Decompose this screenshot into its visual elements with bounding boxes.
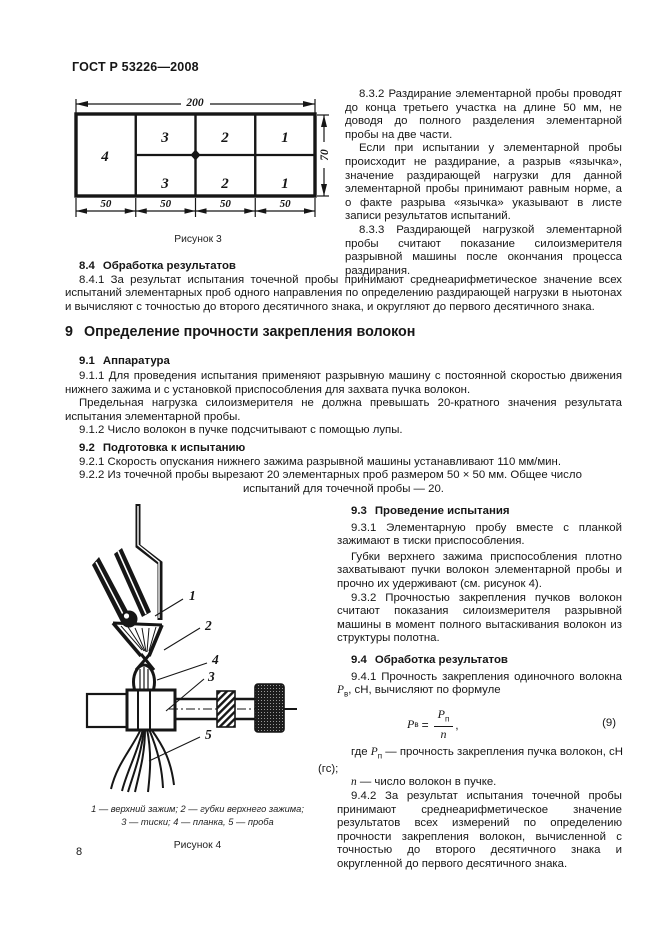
paragraph-9-4-2: 9.4.2 За результат испытания точечной пробы принимают среднеарифметическое значение результатов всех измерений по определению прочности закрепления волокон, вычисленной с точностью до второго десятичного знака и округленной до первого десятичного знака. [337, 790, 622, 871]
formula-tail: , [455, 717, 459, 732]
figure-4-legend-line2: 3 — тиски; 4 — планка, 5 — проба [121, 817, 274, 827]
symbol-Pv: P [337, 684, 344, 697]
heading-9-4-number: 9.4 [351, 653, 367, 666]
symbol-Pn-sub: п [377, 751, 383, 761]
fig4-label-5: 5 [205, 727, 212, 742]
heading-8-4-number: 8.4 [79, 260, 95, 272]
dim-bottom-3: 50 [219, 198, 231, 210]
heading-8-4 [65, 260, 622, 274]
paragraph-9-1-1-cont: Предельная нагрузка силоизмерителя не должна превышать 20-кратного значения результата испытания элементарной пробы. [65, 397, 622, 423]
section-main-block [65, 260, 622, 496]
heading-9 [65, 323, 622, 341]
figure-3-caption: Рисунок 3 [174, 234, 222, 245]
paragraph-9-4-1 [337, 671, 622, 701]
heading-9-4 [337, 654, 622, 668]
heading-9-1-title: Аппаратура [102, 355, 170, 368]
figure-4 [65, 498, 330, 851]
heading-9-1 [65, 355, 622, 369]
dim-bottom-4: 50 [279, 198, 291, 210]
where-n-post: — число волокон в пучке. [356, 776, 497, 789]
column-section-8-3 [345, 88, 622, 278]
cell-4: 4 [101, 149, 109, 165]
paragraph-9-1-1: 9.1.1 Для проведения испытания применяют разрывную машину с постоянной скоростью движения нижнего зажима и с установкой приспособления для захвата пучка волокон. [65, 369, 622, 396]
symbol-n: n [351, 776, 357, 789]
heading-9-2-title: Подготовка к испытанию [102, 441, 246, 454]
figure-4-legend-line1: 1 — верхний зажим; 2 — губки верхнего зажима; [91, 804, 304, 814]
paragraph-8-4-1: 8.4.1 За результат испытания точечной пробы принимают среднеарифметическое значение всех испытаний элементарных проб одного направления по определению раздирающей нагрузки в ньютонах и вычисляют с точностью до второго десятичного знака, и округляют до первого десятичного знака. [65, 273, 622, 313]
formula-lhs-sub: в [414, 720, 419, 730]
fig4-label-1: 1 [189, 588, 196, 603]
heading-9-4-title: Обработка результатов [374, 653, 508, 666]
figure-4-caption: Рисунок 4 [173, 840, 222, 851]
formula-fraction [434, 708, 454, 741]
figure-4-legend [65, 803, 330, 829]
center-diamond-mark [191, 150, 201, 161]
fig4-label-4: 4 [212, 652, 219, 667]
paragraph-9-3-2: 9.3.2 Прочностью закрепления пучков волокон считают показания силоизмерителя разрывной машины в момент полного вытаскивания волокон из структуры полотна. [337, 591, 622, 645]
heading-9-number: 9 [65, 324, 73, 341]
symbol-Pv-sub: в [343, 689, 349, 699]
cell-bottom-3: 3 [161, 176, 169, 192]
paragraph-8-3-2: 8.3.2 Раздирание элементарной пробы проводят до конца третьего участка на длине 50 мм, не доводя до полного разделения элементарной пробы на две части. [345, 88, 622, 141]
paragraph-9-1-2: 9.1.2 Число волокон в пучке подсчитывают с помощью лупы. [79, 424, 403, 437]
figure-3 [63, 94, 333, 245]
cell-bottom-2: 2 [221, 176, 229, 192]
paragraph-9-3-1-cont: Губки верхнего зажима приспособления плотно захватывают пучки волокон элементарной пробы и прочно их удерживают (см. рисунок 4). [337, 550, 622, 590]
formula-9-expression [407, 708, 459, 741]
dim-right-label: 70 [319, 149, 331, 161]
paragraph-9-2-2: 9.2.2 Из точечной пробы вырезают 20 элементарных проб размером 50 × 50 мм. Общее число [79, 469, 582, 482]
heading-8-4-title: Обработка результатов [102, 260, 236, 272]
column-section-9-3 [318, 505, 623, 872]
paragraph-9-2-1: 9.2.1 Скорость опускания нижнего зажима разрывной машины устанавливают 110 мм/мин. [79, 455, 561, 468]
paragraph-9-4-1-text2: , сН, вычисляют по формуле [348, 684, 501, 697]
fig4-label-2: 2 [205, 618, 212, 633]
paragraph-9-4-1-text: 9.4.1 Прочность закрепления одиночного волокна [351, 670, 622, 683]
dim-bottom-1: 50 [100, 198, 112, 210]
cell-top-2: 2 [221, 130, 229, 146]
figure-3-drawing [63, 94, 333, 222]
symbol-Pn: P [370, 746, 378, 758]
dim-bottom-2: 50 [160, 198, 172, 210]
heading-9-2 [65, 442, 622, 456]
heading-9-3-number: 9.3 [351, 505, 367, 517]
paragraph-where-Pn [337, 746, 622, 763]
formula-equals: = [421, 717, 429, 732]
heading-9-2-number: 9.2 [79, 441, 95, 454]
heading-9-1-number: 9.1 [79, 355, 95, 368]
heading-9-title: Определение прочности закрепления волокон [83, 324, 416, 341]
paragraph-where-n [337, 776, 622, 790]
page-header: ГОСТ Р 53226—2008 [72, 60, 199, 74]
paragraph-8-3-3: 8.3.3 Раздирающей нагрузкой элементарной пробы считают показание силоизмерителя разрывной машины после окончания процесса раздирания. [345, 223, 622, 277]
where-pre: где [351, 746, 371, 758]
where-post: — прочность закрепления пучка волокон, сН [382, 746, 623, 758]
dim-top-label: 200 [186, 97, 204, 109]
cell-bottom-1: 1 [281, 176, 289, 192]
heading-9-3-title: Проведение испытания [374, 505, 510, 517]
paragraph-9-3-1: 9.3.1 Элементарную пробу вместе с планкой зажимают в тиски приспособления. [337, 521, 622, 548]
formula-denominator: n [440, 727, 447, 742]
formula-numerator: $P_п$ [434, 708, 454, 727]
formula-lhs: P [407, 717, 415, 732]
fig4-label-3: 3 [208, 669, 215, 684]
paragraph-9-2-2-cont: испытаний для точечной пробы — 20. [243, 482, 444, 495]
cell-top-1: 1 [281, 130, 289, 146]
heading-9-3 [337, 505, 622, 519]
figure-4-drawing [65, 498, 330, 794]
page-number: 8 [76, 846, 83, 858]
cell-top-3: 3 [161, 130, 169, 146]
formula-9 [337, 708, 622, 740]
paragraph-8-3-2-cont: Если при испытании у элементарной пробы происходит не раздирание, а разрыв «язычка», значение раздирающей нагрузки для данной элементарной пробы принимают равным норме, а о факте разрыва «язычка» указывают в листе записи результатов испытаний. [345, 142, 622, 223]
paragraph-where-Pn-wrap: (гс); [318, 762, 339, 775]
formula-number: (9) [602, 717, 616, 729]
